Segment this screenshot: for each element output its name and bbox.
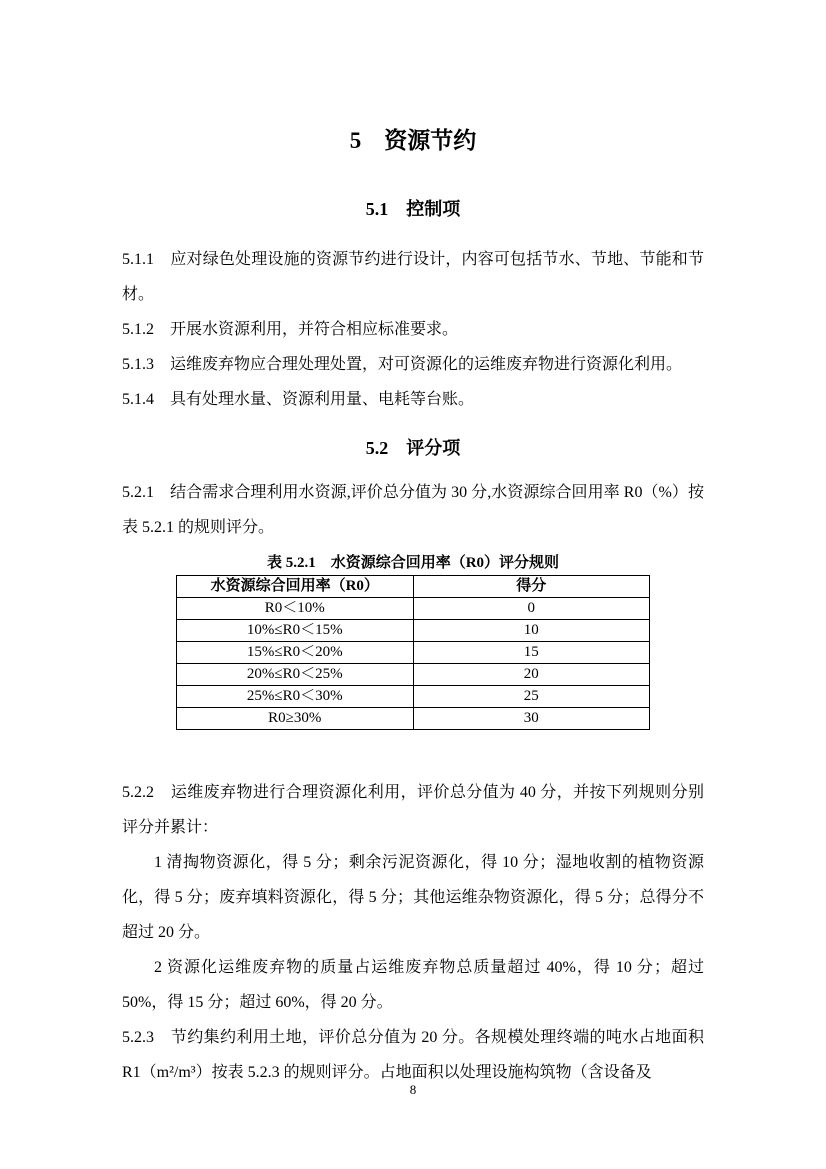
table-row [177,686,650,708]
table-header-row [177,576,650,598]
table-cell-score: 0 [413,598,650,620]
clause-5-2-3: 5.2.3 节约集约利用土地，评价总分值为 20 分。各规模处理终端的吨水占地面积 R1（m²/m³）按表 5.2.3 的规则评分。占地面积以处理设施构筑物（含设备及 [122,1029,704,1081]
table-cell-range: R0＜10% [177,598,414,620]
table-header-cell-rate: 水资源综合回用率（R0） [177,576,414,598]
table-cell-score: 20 [413,664,650,686]
table-cell-range: 20%≤R0＜25% [177,664,414,686]
table-cell-range: R0≥30% [177,708,414,730]
table-row [177,642,650,664]
clause-5-1-2: 5.1.2 开展水资源利用，并符合相应标准要求。 [122,321,459,338]
table-caption: 表 5.2.1 水资源综合回用率（R0）评分规则 [266,555,560,571]
table-cell-score: 25 [413,686,650,708]
chapter-heading: 5 资源节约 [349,128,477,153]
table-cell-score: 10 [413,620,650,642]
table-row [177,620,650,642]
clause-5-1-3: 5.1.3 运维废弃物应合理处理处置，对可资源化的运维废弃物进行资源化利用。 [122,356,683,373]
table-header-cell-score: 得分 [413,576,650,598]
page-number: 8 [409,1082,417,1097]
table-cell-range: 10%≤R0＜15% [177,620,414,642]
section-heading-5-1: 5.1 控制项 [365,199,461,219]
table-cell-range: 15%≤R0＜20% [177,642,414,664]
table-row [177,708,650,730]
section-heading-5-2: 5.2 评分项 [365,438,461,458]
clause-5-1-1: 5.1.1 应对绿色处理设施的资源节约进行设计，内容可包括节水、节地、节能和节材。 [122,251,704,303]
clause-5-2-2: 5.2.2 运维废弃物进行合理资源化利用，评价总分值为 40 分，并按下列规则分别评分并累计： [122,784,704,836]
table-row [177,598,650,620]
clause-5-2-1: 5.2.1 结合需求合理利用水资源,评价总分值为 30 分,水资源综合回用率 R0（%）按表 5.2.1 的规则评分。 [122,484,704,536]
table-row [177,664,650,686]
clause-5-1-4: 5.1.4 具有处理水量、资源利用量、电耗等台账。 [122,391,475,408]
scoring-table [176,575,650,730]
clause-5-2-2-item-2: 2 资源化运维废弃物的质量占运维废弃物总质量超过 40%，得 10 分；超过 50%，得 15 分；超过 60%，得 20 分。 [122,959,704,1011]
table-cell-score: 30 [413,708,650,730]
table-cell-score: 15 [413,642,650,664]
clause-5-2-2-item-1: 1 清掏物资源化，得 5 分；剩余污泥资源化，得 10 分；湿地收割的植物资源化，得 5 分；废弃填料资源化，得 5 分；其他运维杂物资源化，得 5 分；总得分不超过 20 分。 [122,854,704,941]
table-cell-range: 25%≤R0＜30% [177,686,414,708]
